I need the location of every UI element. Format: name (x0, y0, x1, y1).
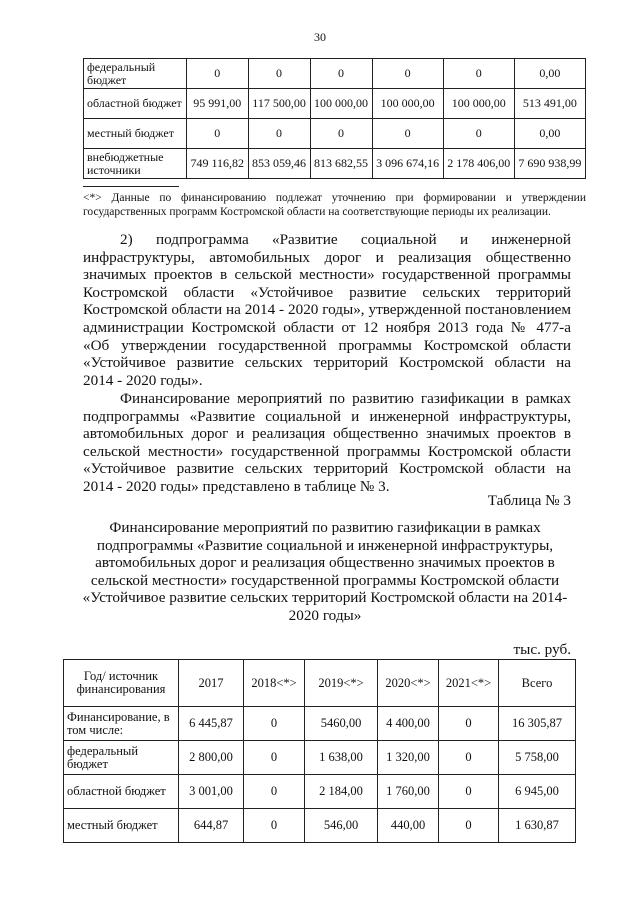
cell: 117 500,00 (248, 89, 310, 119)
cell: 0,00 (514, 119, 585, 149)
cell: 100 000,00 (443, 89, 514, 119)
cell: 1 320,00 (378, 741, 439, 775)
caption-line: подпрограммы «Развитие социальной и инженерной инфраструктуры, (96, 536, 554, 554)
row-label: областной бюджет (84, 89, 187, 119)
table-row (84, 149, 586, 179)
cell: 0 (443, 119, 514, 149)
caption-line: сельской местности» государственной программы Костромской области (90, 571, 560, 589)
text-line: значимых проектов в сельской местности» государственной программы (83, 266, 571, 284)
cell: 0 (244, 809, 305, 843)
cell: 2 178 406,00 (443, 149, 514, 179)
table-row (84, 119, 586, 149)
cell: 1 760,00 (378, 775, 439, 809)
text-line: сельской местности» государственной программы Костромской области (83, 442, 571, 460)
row-label: федеральный бюджет (84, 59, 187, 89)
text-line: 2014 - 2020 годы». (83, 371, 203, 389)
cell: 0 (439, 775, 499, 809)
page-number: 30 (314, 30, 326, 44)
row-label: федеральный бюджет (64, 741, 179, 775)
caption-line: Финансирование мероприятий по развитию газификации в рамках (109, 519, 541, 536)
text-line: «Об утверждении государственной программы Костромской области (83, 336, 571, 354)
header-cell: Год/ источник финансирования (64, 660, 179, 707)
table-caption (75, 519, 575, 625)
cell: 0 (439, 741, 499, 775)
cell: 0 (244, 707, 305, 741)
cell: 2 184,00 (305, 775, 378, 809)
table-row (64, 707, 576, 741)
cell: 0 (187, 59, 249, 89)
cell: 440,00 (378, 809, 439, 843)
header-cell: 2020<*> (378, 660, 439, 707)
cell: 2 800,00 (179, 741, 244, 775)
row-label: местный бюджет (64, 809, 179, 843)
cell: 853 059,46 (248, 149, 310, 179)
cell: 546,00 (305, 809, 378, 843)
cell: 6 445,87 (179, 707, 244, 741)
cell: 0 (244, 775, 305, 809)
caption-line: «Устойчивое развитие сельских территорий Костромской области на 2014- (82, 589, 568, 607)
header-cell: Всего (499, 660, 576, 707)
table-header-row (64, 660, 576, 707)
cell: 0 (310, 59, 372, 89)
cell: 0 (439, 707, 499, 741)
table-row (64, 809, 576, 843)
text-line: подпрограммы «Развитие социальной и инженерной инфраструктуры, (83, 407, 571, 425)
gasification-funding-table (63, 659, 576, 843)
header-cell: 2019<*> (305, 660, 378, 707)
cell: 1 630,87 (499, 809, 576, 843)
table-row (84, 89, 586, 119)
cell: 0 (248, 119, 310, 149)
cell: 0 (187, 119, 249, 149)
table-row (84, 59, 586, 89)
text-line: 2) подпрограмма «Развитие социальной и инженерной (120, 231, 571, 248)
caption-line: автомобильных дорог и реализация общественно значимых проектов в (95, 554, 555, 572)
footnote: <*> Данные по финансированию подлежат уточнению при формировании и утверждении государственных программ Костромской области на соответствующие периоды их реализации. (83, 192, 586, 218)
header-cell: 2017 (179, 660, 244, 707)
table-row (64, 775, 576, 809)
cell: 513 491,00 (514, 89, 585, 119)
text-line: инфраструктуры, автомобильных дорог и реализация общественно (83, 248, 571, 266)
cell: 7 690 938,99 (514, 149, 585, 179)
cell: 749 116,82 (187, 149, 249, 179)
text-line: Костромской области на 2014 - 2020 годы», утвержденной постановлением (83, 301, 571, 319)
caption-line: 2020 годы» (288, 606, 362, 624)
cell: 5460,00 (305, 707, 378, 741)
cell: 100 000,00 (372, 89, 443, 119)
text-line: Костромской области «Устойчивое развитие сельских территорий (83, 283, 571, 301)
cell: 95 991,00 (187, 89, 249, 119)
header-cell: 2021<*> (439, 660, 499, 707)
text-line: «Устойчивое развитие сельских территорий Костромской области на (83, 354, 571, 372)
cell: 5 758,00 (499, 741, 576, 775)
paragraph-financing (83, 390, 571, 496)
cell: 0 (372, 59, 443, 89)
cell: 6 945,00 (499, 775, 576, 809)
cell: 4 400,00 (378, 707, 439, 741)
continued-funding-table (83, 58, 586, 179)
row-label: областной бюджет (64, 775, 179, 809)
text-line: администрации Костромской области от 12 ноября 2013 года № 477-а (83, 318, 571, 336)
text-line: автомобильных дорог и реализация общественно значимых проектов в (83, 425, 571, 443)
cell: 16 305,87 (499, 707, 576, 741)
cell: 0 (244, 741, 305, 775)
header-cell: 2018<*> (244, 660, 305, 707)
cell: 0 (443, 59, 514, 89)
row-label: Финансирование, в том числе: (64, 707, 179, 741)
cell: 0 (248, 59, 310, 89)
cell: 3 001,00 (179, 775, 244, 809)
cell: 0,00 (514, 59, 585, 89)
cell: 0 (310, 119, 372, 149)
cell: 3 096 674,16 (372, 149, 443, 179)
cell: 100 000,00 (310, 89, 372, 119)
units-label: тыс. руб. (513, 641, 571, 658)
cell: 0 (439, 809, 499, 843)
cell: 0 (372, 119, 443, 149)
row-label: внебюджетные источники (84, 149, 187, 179)
footnote-divider (83, 186, 179, 187)
text-line: 2014 - 2020 годы» представлено в таблице № 3. (83, 477, 390, 495)
paragraph-subprogram (83, 231, 571, 389)
cell: 644,87 (179, 809, 244, 843)
cell: 1 638,00 (305, 741, 378, 775)
text-line: «Устойчивое развитие сельских территорий Костромской области на (83, 460, 571, 478)
table-number: Таблица № 3 (487, 492, 571, 509)
cell: 813 682,55 (310, 149, 372, 179)
row-label: местный бюджет (84, 119, 187, 149)
table-row (64, 741, 576, 775)
text-line: Финансирование мероприятий по развитию газификации в рамках (120, 390, 571, 407)
